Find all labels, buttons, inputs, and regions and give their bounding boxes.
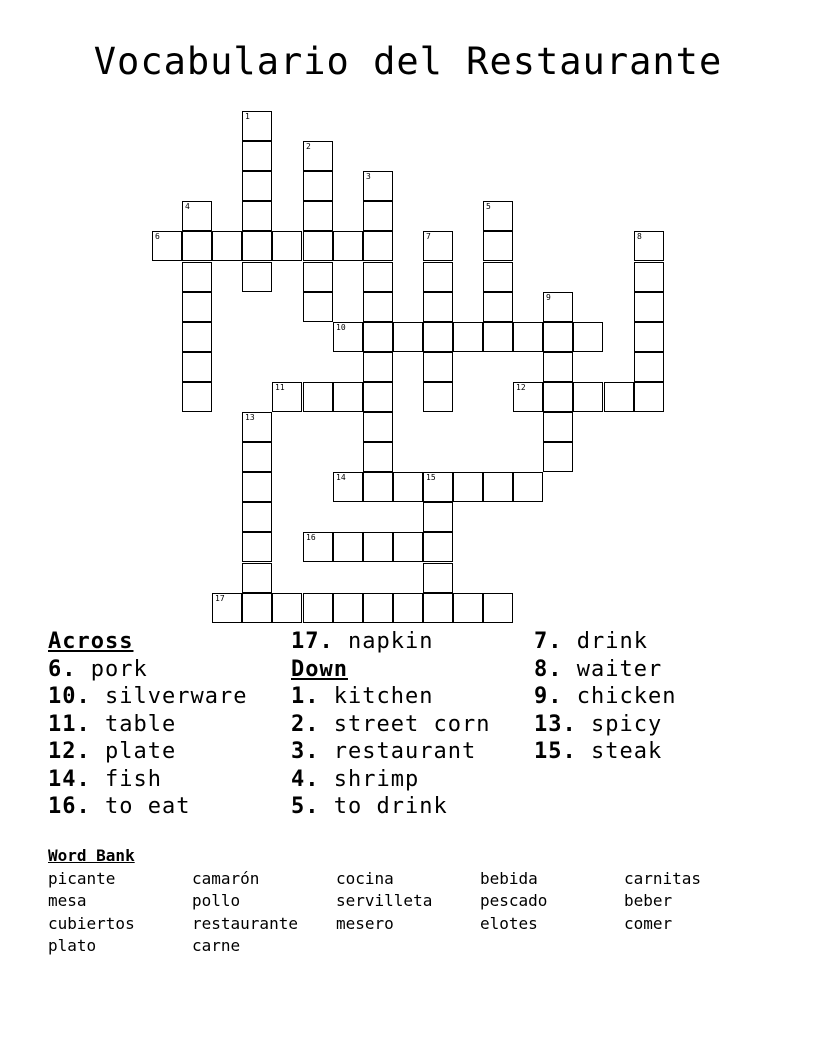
grid-cell[interactable] [483,472,513,502]
word-bank-item: cocina [336,868,394,888]
clue-number-label: 13 [245,413,255,422]
grid-cell[interactable] [453,472,483,502]
clue-number-label: 17 [215,594,225,603]
grid-cell[interactable] [513,322,543,352]
clue-number-label: 4 [185,202,190,211]
word-bank-item: bebida [480,868,538,888]
grid-cell[interactable] [483,593,513,623]
clue-number-label: 2 [306,142,311,151]
grid-cell[interactable] [242,262,272,292]
grid-cell[interactable] [423,532,453,562]
grid-cell[interactable] [242,412,272,442]
grid-cell[interactable] [242,472,272,502]
grid-cell[interactable] [303,171,333,201]
grid-cell[interactable] [242,593,272,623]
grid-cell[interactable] [242,563,272,593]
grid-cell[interactable] [363,593,393,623]
grid-cell[interactable] [182,262,212,292]
clue-down-15: 15. steak [534,739,663,764]
grid-cell[interactable] [543,322,573,352]
clue-number-label: 6 [155,232,160,241]
clue-across-16: 16. to eat [48,794,191,819]
word-bank-item: camarón [192,868,260,888]
grid-cell[interactable] [363,292,393,322]
grid-cell[interactable] [303,593,333,623]
word-bank-item: mesero [336,913,394,933]
grid-cell[interactable] [393,322,423,352]
grid-cell[interactable] [242,141,272,171]
grid-cell[interactable] [363,412,393,442]
clue-number-label: 3 [366,172,371,181]
page-title: Vocabulario del Restaurante [93,40,723,83]
grid-cell[interactable] [182,292,212,322]
clue-number-label: 9 [546,293,551,302]
clue-across-12: 12. plate [48,739,177,764]
grid-cell[interactable] [242,442,272,472]
grid-cell[interactable] [333,231,363,261]
grid-cell[interactable] [303,141,333,171]
grid-cell[interactable] [453,322,483,352]
grid-cell[interactable] [212,231,242,261]
clue-across-14: 14. fish [48,766,162,792]
word-bank-item: restaurante [192,913,298,933]
grid-cell[interactable] [363,532,393,562]
word-bank-heading: Word Bank [48,846,135,865]
grid-cell[interactable] [242,201,272,231]
grid-cell[interactable] [634,352,664,382]
grid-cell[interactable] [604,382,634,412]
grid-cell[interactable] [333,593,363,623]
clue-down-8: 8. waiter [534,656,663,682]
grid-cell[interactable] [303,532,333,562]
clue-number-label: 12 [516,383,526,392]
grid-cell[interactable] [272,593,302,623]
clue-down-4: 4. shrimp [291,766,420,792]
clue-down-1: 1. kitchen [291,684,434,709]
clue-number-label: 14 [336,473,346,482]
grid-cell[interactable] [242,231,272,261]
across-clues-column [48,628,247,821]
word-bank-item: cubiertos [48,913,135,933]
word-bank-item: carne [192,936,241,955]
clue-across-6: 6. pork [48,656,148,682]
word-bank [48,845,768,958]
grid-cell[interactable] [152,231,182,261]
mixed-clues-column [291,628,490,821]
grid-cell[interactable] [483,231,513,261]
grid-cell[interactable] [272,382,302,412]
grid-cell[interactable] [303,262,333,292]
word-bank-item: pollo [192,891,241,910]
clue-number-label: 15 [426,473,436,482]
grid-cell[interactable] [212,593,242,623]
word-bank-item: plato [48,936,97,955]
grid-cell[interactable] [393,472,423,502]
grid-cell[interactable] [182,201,212,231]
across-heading: Across [48,629,134,654]
grid-cell[interactable] [423,231,453,261]
grid-cell[interactable] [333,472,363,502]
grid-cell[interactable] [182,352,212,382]
grid-cell[interactable] [543,352,573,382]
grid-cell[interactable] [543,292,573,322]
clue-down-9: 9. chicken [534,684,677,709]
grid-cell[interactable] [242,532,272,562]
grid-cell[interactable] [483,292,513,322]
grid-cell[interactable] [423,262,453,292]
grid-cell[interactable] [303,201,333,231]
down-clues-column [534,628,676,766]
grid-cell[interactable] [423,292,453,322]
grid-cell[interactable] [483,262,513,292]
clue-number-label: 16 [306,533,316,542]
grid-cell[interactable] [363,201,393,231]
grid-cell[interactable] [423,472,453,502]
grid-cell[interactable] [513,382,543,412]
grid-cell[interactable] [483,322,513,352]
word-bank-item: elotes [480,913,538,933]
grid-cell[interactable] [363,472,393,502]
grid-cell[interactable] [333,382,363,412]
clue-down-3: 3. restaurant [291,739,477,764]
word-bank-list [48,868,768,958]
grid-cell[interactable] [393,532,423,562]
word-bank-item: pescado [480,891,548,910]
grid-cell[interactable] [272,231,302,261]
word-bank-item: beber [624,891,673,910]
grid-cell[interactable] [242,502,272,532]
word-bank-item: carnitas [624,868,702,888]
grid-cell[interactable] [242,111,272,141]
grid-cell[interactable] [182,231,212,261]
grid-cell[interactable] [333,532,363,562]
clue-number-label: 7 [426,232,431,241]
clue-across-11: 11. table [48,711,177,737]
grid-cell[interactable] [453,593,483,623]
grid-cell[interactable] [483,201,513,231]
grid-cell[interactable] [182,382,212,412]
grid-cell[interactable] [423,502,453,532]
grid-cell[interactable] [634,382,664,412]
word-bank-item: servilleta [336,891,433,910]
clue-across-10: 10. silverware [48,684,248,709]
grid-cell[interactable] [333,322,363,352]
clue-number-label: 5 [486,202,491,211]
grid-cell[interactable] [423,352,453,382]
grid-cell[interactable] [303,382,333,412]
clue-across-17: 17. napkin [291,629,434,654]
grid-cell[interactable] [543,442,573,472]
grid-cell[interactable] [242,171,272,201]
grid-cell[interactable] [363,231,393,261]
grid-cell[interactable] [634,262,664,292]
grid-cell[interactable] [303,231,333,261]
clue-down-13: 13. spicy [534,711,663,737]
clue-down-2: 2. street corn [291,711,491,737]
grid-cell[interactable] [423,382,453,412]
clue-down-5: 5. to drink [291,794,448,819]
word-bank-item: comer [624,913,673,933]
grid-cell[interactable] [543,382,573,412]
clue-number-label: 1 [245,112,250,121]
grid-cell[interactable] [423,563,453,593]
word-bank-item: mesa [48,891,87,910]
grid-cell[interactable] [363,322,393,352]
clue-number-label: 10 [336,323,346,332]
grid-cell[interactable] [363,442,393,472]
grid-cell[interactable] [393,593,423,623]
grid-cell[interactable] [573,382,603,412]
grid-cell[interactable] [182,322,212,352]
grid-cell[interactable] [634,231,664,261]
grid-cell[interactable] [363,382,393,412]
grid-cell[interactable] [573,322,603,352]
grid-cell[interactable] [423,593,453,623]
word-bank-item: picante [48,868,116,888]
grid-cell[interactable] [363,262,393,292]
down-heading: Down [291,656,348,682]
grid-cell[interactable] [303,292,333,322]
grid-cell[interactable] [513,472,543,502]
grid-cell[interactable] [363,171,393,201]
clue-number-label: 8 [637,232,642,241]
clue-number-label: 11 [275,383,285,392]
clue-down-7: 7. drink [534,629,648,654]
grid-cell[interactable] [423,322,453,352]
grid-cell[interactable] [634,322,664,352]
grid-cell[interactable] [634,292,664,322]
grid-cell[interactable] [543,412,573,442]
grid-cell[interactable] [363,352,393,382]
